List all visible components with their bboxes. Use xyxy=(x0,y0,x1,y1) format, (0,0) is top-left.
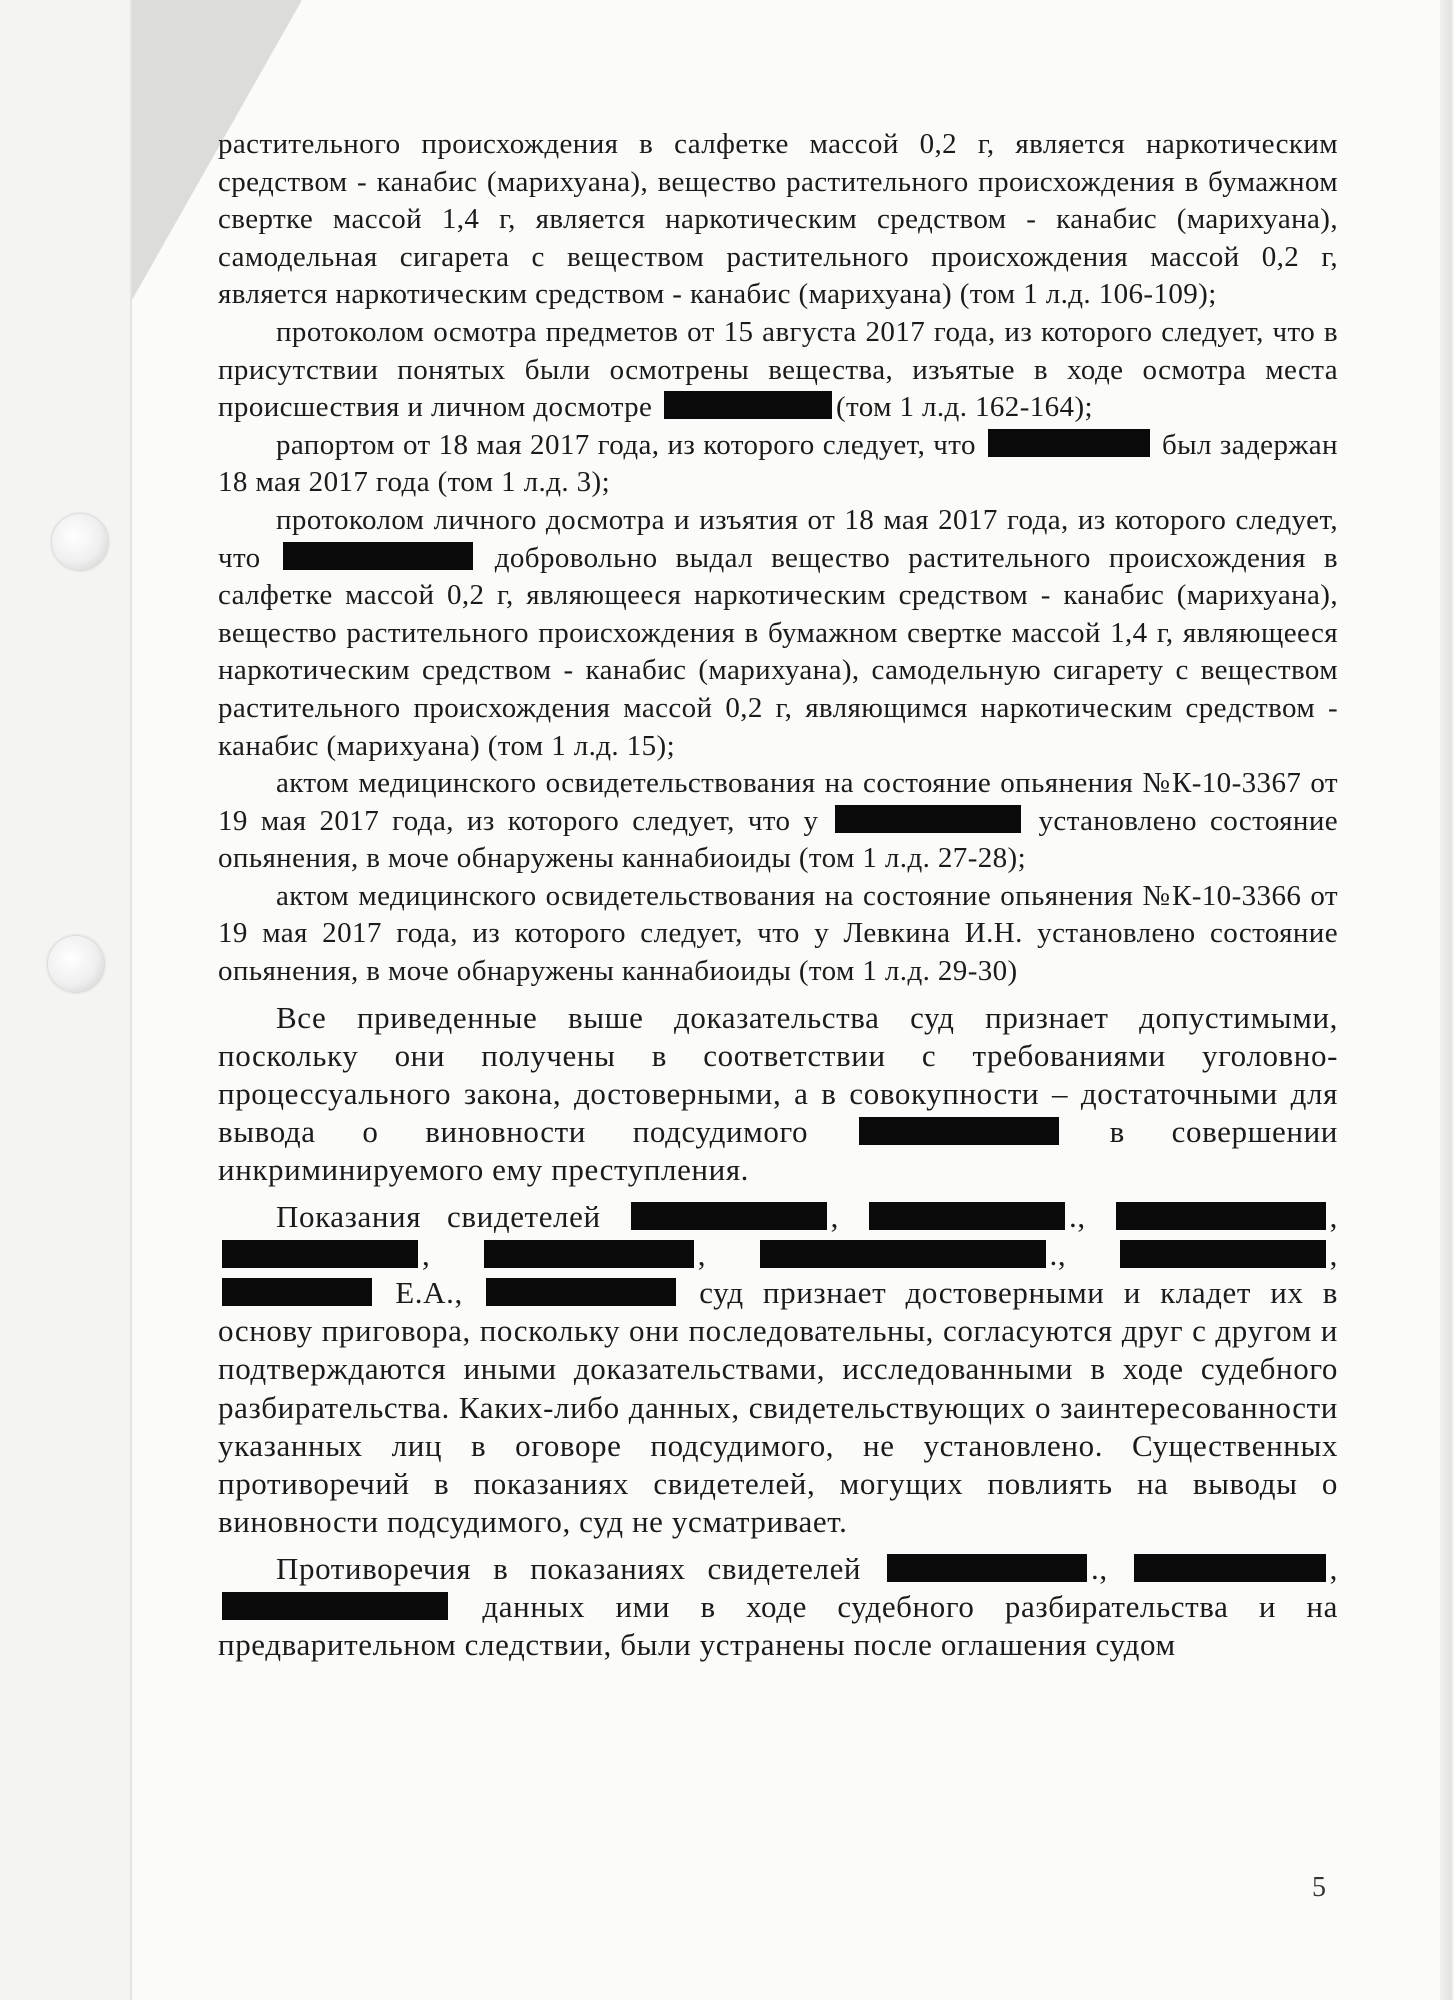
punch-hole-bottom xyxy=(48,936,104,992)
redaction-bar xyxy=(760,1240,1046,1268)
redaction-bar xyxy=(869,1202,1065,1230)
redaction-bar xyxy=(1120,1240,1326,1268)
redaction-bar xyxy=(222,1240,418,1268)
paragraph-medical-act-1: актом медицинского освидетельствования на состояние опьянения №К-10-3367 от 19 мая 2017 года, из которого следует, что у установлено состояние опьянения, в моче обнаружены каннабиоиды (том 1 л.д. 27-28); xyxy=(218,767,1339,875)
redaction-bar xyxy=(1134,1554,1326,1582)
redaction-bar xyxy=(887,1554,1087,1582)
redaction-bar xyxy=(859,1117,1059,1145)
redaction-bar xyxy=(486,1278,676,1306)
redaction-bar xyxy=(835,805,1021,833)
paragraph-contradictions: Противоречия в показаниях свидетелей ., , данных ими в ходе судебного разбирательства и на предварительном следствии, были устранены после оглашения судом xyxy=(218,1550,1338,1662)
redaction-bar xyxy=(664,391,832,419)
paragraph-report: рапортом от 18 мая 2017 года, из которого следует, что был задержан 18 мая 2017 года (том 1 л.д. 3); xyxy=(218,428,1338,499)
redaction-bar xyxy=(631,1202,827,1230)
paragraph-lab-results: растительного происхождения в салфетке массой 0,2 г, является наркотическим средством - канабис (марихуана), вещество растительного происхождения в бумажном свертке массой 1,4 г, является наркотическим средством - канабис (марихуана), самодельная сигарета с веществом растительного происхождения массой 0,2 г, является наркотическим средством - канабис (марихуана) (том 1 л.д. 106-109); xyxy=(218,128,1338,311)
paragraph-search-protocol: протоколом личного досмотра и изъятия от 18 мая 2017 года, из которого следует, что добровольно выдал вещество растительного происхождения в салфетке массой 0,2 г, являющееся наркотическим средством - канабис (марихуана), вещество растительного происхождения в бумажном свертке массой 1,4 г, являющееся наркотическим средством - канабис (марихуана), самодельную сигарету с веществом растительного происхождения массой 0,2 г, являющимся наркотическим средством - канабис (марихуана) (том 1 л.д. 15); xyxy=(218,503,1339,762)
paragraph-inspection-protocol: протоколом осмотра предметов от 15 августа 2017 года, из которого следует, что в присутствии понятых были осмотрены вещества, изъятые в ходе осмотра места происшествия и личном досмотре (том 1 л.д. 162-164); xyxy=(218,315,1338,424)
redaction-bar xyxy=(222,1592,448,1620)
page-number: 5 xyxy=(1312,1872,1326,1903)
redaction-bar xyxy=(1116,1202,1326,1230)
paragraph-medical-act-2: актом медицинского освидетельствования на состояние опьянения №К-10-3366 от 19 мая 2017 года, из которого следует, что у Левкина И.Н. установлено состояние опьянения, в моче обнаружены каннабиоиды (том 1 л.д. 29-30) xyxy=(218,879,1338,988)
punch-hole-top xyxy=(52,514,108,570)
document-body xyxy=(218,126,1338,1664)
redaction-bar xyxy=(222,1278,372,1306)
redaction-bar xyxy=(988,429,1150,457)
redaction-bar xyxy=(484,1240,694,1268)
redaction-bar xyxy=(283,542,473,570)
paper-edge xyxy=(1440,0,1452,2000)
paragraph-witness-testimony: Показания свидетелей , ., , , , ., , Е.А., суд признает достоверными и кладет их в основу приговора, поскольку они последовательны, согласуются друг с другом и подтверждаются иными доказательствами, исследованными в ходе судебного разбирательства. Каких-либо данных, свидетельствующих о заинтересованности указанных лиц в оговоре подсудимого, не установлено. Существенных противоречий в показаниях свидетелей, могущих повлиять на выводы о виновности подсудимого, суд не усматривает. xyxy=(218,1198,1339,1540)
paragraph-evidence-conclusion: Все приведенные выше доказательства суд признает допустимыми, поскольку они получены в соответствии с требованиями уголовно-процессуального закона, достоверными, а в совокупности – достаточными для вывода о виновности подсудимого в совершении инкриминируемого ему преступления. xyxy=(218,999,1338,1188)
